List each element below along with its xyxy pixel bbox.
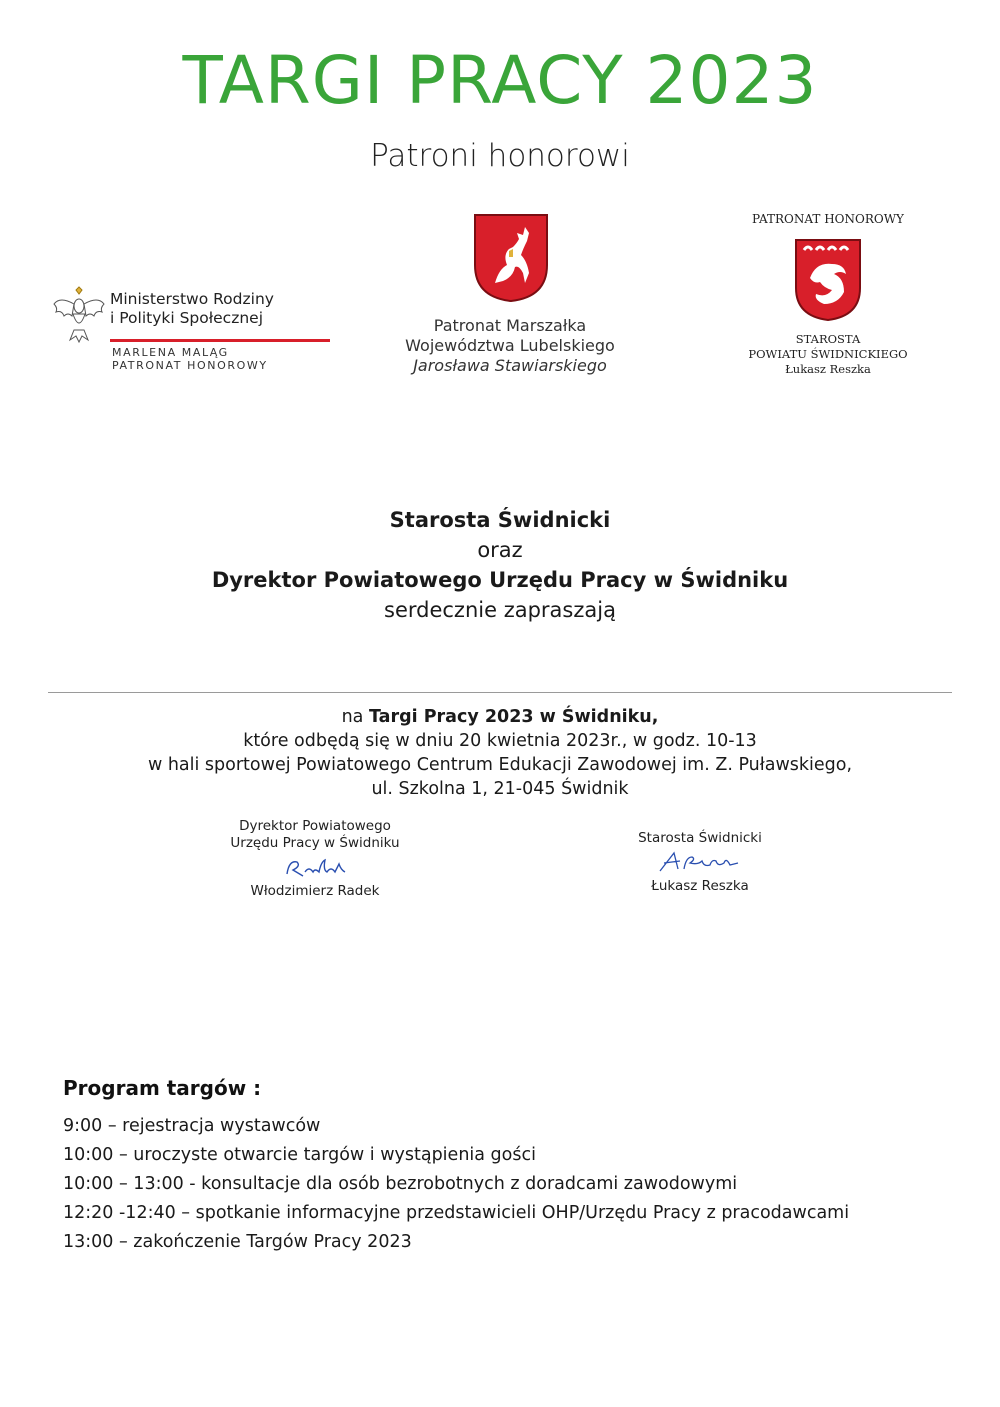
invitation-line-1: Starosta Świdnicki (389, 508, 611, 532)
starosta-handwritten-signature (600, 849, 800, 875)
ministry-patron: MARLENA MALĄG PATRONAT HONOROWY (112, 346, 268, 372)
director-role-1: Dyrektor Powiatowego (239, 818, 391, 834)
program-item: 10:00 – uroczyste otwarcie targów i wystąpienia gości (63, 1145, 536, 1165)
invitation-line-4: serdecznie zapraszają (384, 598, 616, 622)
starosta-logo (738, 210, 918, 380)
starosta-role: Starosta Świdnicki (638, 830, 762, 846)
director-role-2: Urzędu Pracy w Świdniku (230, 835, 400, 851)
starosta-name: Łukasz Reszka (651, 878, 749, 894)
details-line-1: na Targi Pracy 2023 w Świdniku, (341, 707, 659, 727)
program-item: 12:20 -12:40 – spotkanie informacyjne przedstawicieli OHP/Urzędu Pracy z pracodawcami (63, 1203, 850, 1223)
details-line-3: w hali sportowej Powiatowego Centrum Edukacji Zawodowej im. Z. Puławskiego, (147, 755, 853, 775)
director-name: Włodzimierz Radek (250, 883, 380, 899)
starosta-text: STAROSTA POWIATU ŚWIDNICKIEGO Łukasz Reszka (748, 332, 908, 376)
invitation-block (0, 505, 1000, 625)
ministry-logo (52, 286, 292, 376)
ministry-red-line (110, 339, 330, 342)
program-item: 10:00 – 13:00 - konsultacje dla osób bezrobotnych z doradcami zawodowymi (63, 1174, 738, 1194)
program-title: Program targów : (63, 1076, 262, 1100)
signature-director (205, 818, 425, 900)
section-divider (48, 692, 952, 693)
details-line-4: ul. Szkolna 1, 21-045 Świdnik (371, 779, 629, 799)
eagle-emblem-icon (52, 286, 106, 344)
signature-starosta (600, 830, 800, 895)
ministry-name: Ministerstwo Rodziny i Polityki Społecznej (110, 290, 274, 327)
marshal-logo (380, 210, 640, 380)
marshal-text: Patronat Marszałka Województwa Lubelskiego Jarosława Stawiarskiego (405, 316, 615, 375)
page-title: TARGI PRACY 2023 (182, 42, 818, 119)
program-item: 9:00 – rejestracja wystawców (63, 1116, 321, 1136)
lubelskie-coat-of-arms-icon (473, 213, 549, 303)
director-handwritten-signature (205, 854, 425, 880)
event-details (0, 705, 1000, 801)
invitation-line-2: oraz (477, 538, 523, 562)
program-list (63, 1112, 963, 1257)
invitation-line-3: Dyrektor Powiatowego Urzędu Pracy w Świdniku (211, 568, 789, 592)
swidnik-coat-of-arms-icon (794, 238, 862, 322)
patrons-heading: Patroni honorowi (370, 138, 630, 174)
starosta-patron-label: PATRONAT HONOROWY (752, 212, 904, 226)
details-line-2: które odbędą się w dniu 20 kwietnia 2023r., w godz. 10-13 (243, 731, 757, 751)
program-item: 13:00 – zakończenie Targów Pracy 2023 (63, 1232, 412, 1252)
